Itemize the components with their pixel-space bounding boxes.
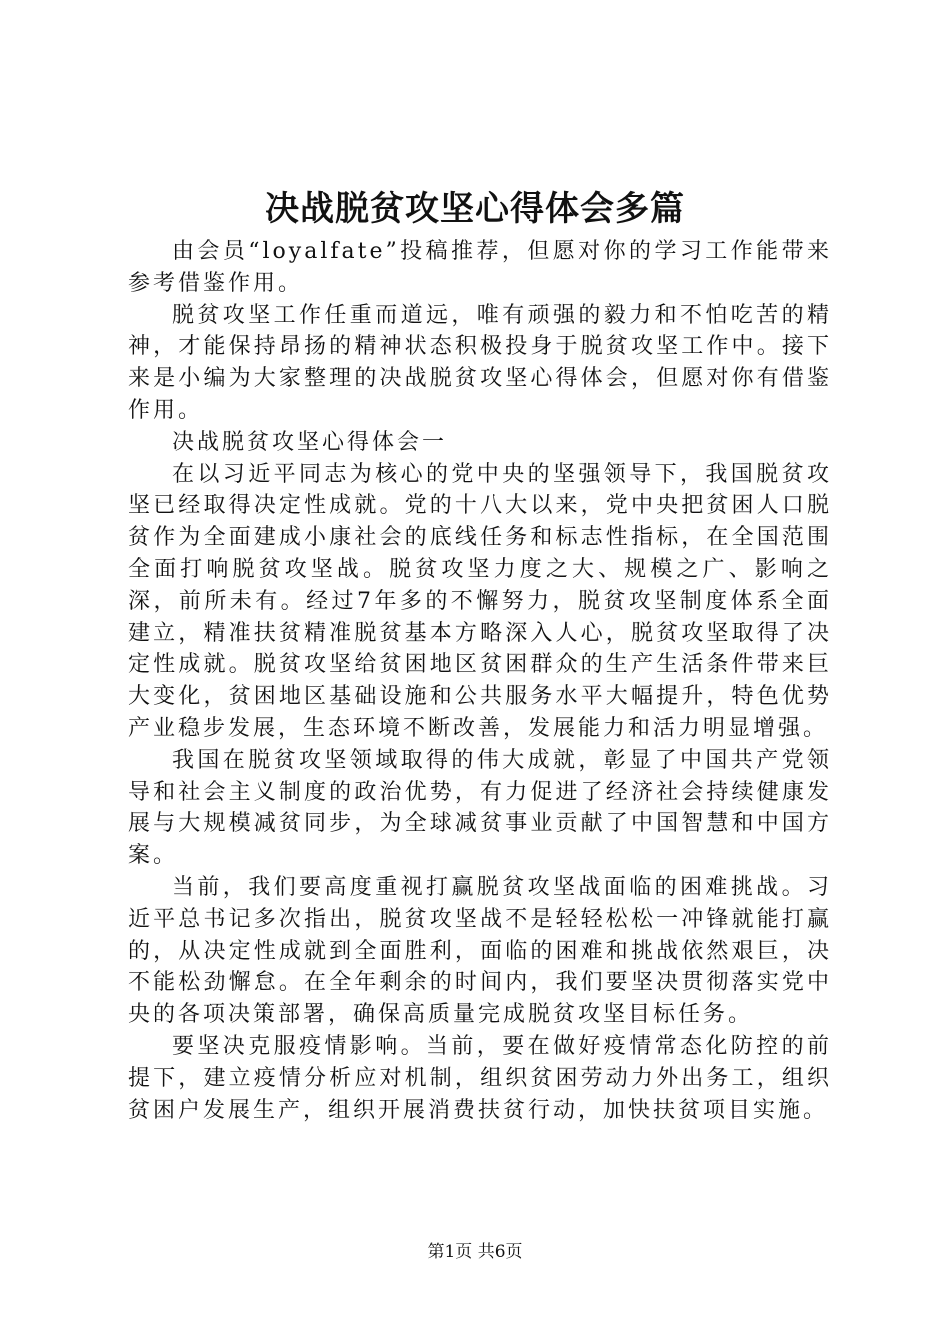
paragraph-summary: 脱贫攻坚工作任重而道远，唯有顽强的毅力和不怕吃苦的精神，才能保持昂扬的精神状态积极投身于脱贫攻坚工作中。接下来是小编为大家整理的决战脱贫攻坚心得体会，但愿对你有借鉴作用。 (128, 302, 832, 423)
paragraph-significance: 我国在脱贫攻坚领域取得的伟大成就，彰显了中国共产党领导和社会主义制度的政治优势，有力促进了经济社会持续健康发展与大规模减贫同步，为全球减贫事业贡献了中国智慧和中国方案。 (128, 747, 832, 869)
page-number-footer: 第1页 共6页 (427, 1242, 523, 1262)
document-body (128, 236, 832, 1126)
document-title: 决战脱贫攻坚心得体会多篇 (265, 189, 685, 229)
paragraph-intro: 由会员“loyalfate”投稿推荐，但愿对你的学习工作能带来参考借鉴作用。 (128, 239, 832, 296)
section-heading: 决战脱贫攻坚心得体会一 (172, 429, 448, 455)
paragraph-epidemic: 要坚决克服疫情影响。当前，要在做好疫情常态化防控的前提下，建立疫情分析应对机制，组织贫困劳动力外出务工，组织贫困户发展生产，组织开展消费扶贫行动，加快扶贫项目实施。 (128, 1033, 832, 1123)
paragraph-achievements: 在以习近平同志为核心的党中央的坚强领导下，我国脱贫攻坚已经取得决定性成就。党的十八大以来，党中央把贫困人口脱贫作为全面建成小康社会的底线任务和标志性指标，在全国范围全面打响脱贫攻坚战。脱贫攻坚力度之大、规模之广、影响之深，前所未有。经过7年多的不懈努力，脱贫攻坚制度体系全面建立，精准扶贫精准脱贫基本方略深入人心，脱贫攻坚取得了决定性成就。脱贫攻坚给贫困地区贫困群众的生产生活条件带来巨大变化，贫困地区基础设施和公共服务水平大幅提升，特色优势产业稳步发展，生态环境不断改善，发展能力和活力明显增强。 (128, 461, 832, 741)
paragraph-challenges: 当前，我们要高度重视打赢脱贫攻坚战面临的困难挑战。习近平总书记多次指出，脱贫攻坚战不是轻轻松松一冲锋就能打赢的，从决定性成就到全面胜利，面临的困难和挑战依然艰巨，决不能松劲懈怠。在全年剩余的时间内，我们要坚决贯彻落实党中央的各项决策部署，确保高质量完成脱贫攻坚目标任务。 (128, 874, 832, 1028)
